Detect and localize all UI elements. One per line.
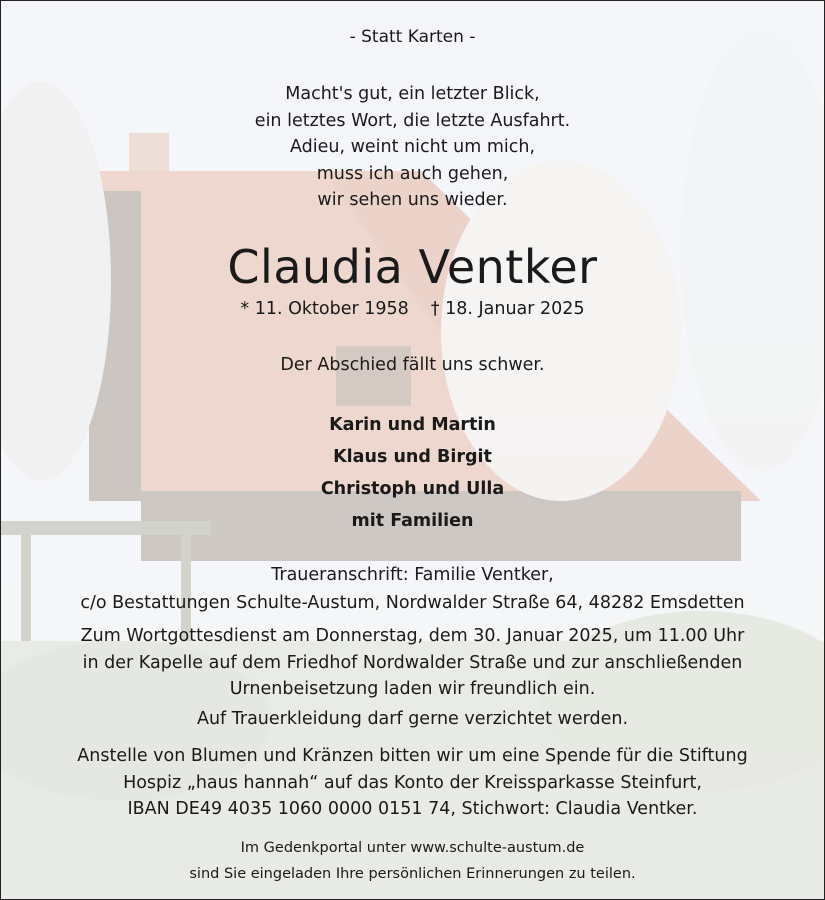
poem-line: ein letztes Wort, die letzte Ausfahrt.: [254, 110, 571, 131]
poem-line: Adieu, weint nicht um mich,: [289, 137, 536, 157]
notice-text: [1, 1, 824, 899]
donation-line: Hospiz „haus hannah“ auf das Konto der Kreissparkasse Steinfurt,: [123, 772, 702, 793]
mourning-address: [1, 561, 824, 617]
deceased-name: Claudia Ventker: [227, 240, 598, 294]
death-date: † 18. Januar 2025: [430, 299, 585, 319]
memorial-portal-note: [1, 835, 824, 887]
farewell-line: Der Abschied fällt uns schwer.: [280, 355, 545, 375]
donation-line: Anstelle von Blumen und Kränzen bitten wir um eine Spende für die Stiftung: [77, 746, 748, 766]
service-line: in der Kapelle auf dem Friedhof Nordwalder Straße und zur anschließenden: [82, 652, 743, 673]
address-line: Traueranschrift: Familie Ventker,: [271, 565, 554, 585]
address-line: c/o Bestattungen Schulte-Austum, Nordwalder Straße 64, 48282 Emsdetten: [80, 593, 745, 613]
poem-line: Macht's gut, ein letzter Blick,: [285, 84, 540, 104]
mourners-list: [1, 409, 824, 537]
poem-line: muss ich auch gehen,: [316, 163, 509, 184]
service-line: Urnenbeisetzung laden wir freundlich ein.: [229, 679, 596, 699]
donation-line: IBAN DE49 4035 1060 0000 0151 74, Stichwort: Claudia Ventker.: [127, 799, 698, 819]
portal-line: Im Gedenkportal unter www.schulte-austum.de: [240, 840, 585, 856]
mourner: Christoph und Ulla: [320, 479, 505, 499]
portal-line: sind Sie eingeladen Ihre persönlichen Erinnerungen zu teilen.: [189, 866, 636, 882]
service-info: [1, 623, 824, 703]
poem-line: wir sehen uns wieder.: [317, 190, 508, 210]
mourner: Klaus und Birgit: [333, 447, 492, 467]
life-dates: [1, 299, 824, 319]
birth-date: * 11. Oktober 1958: [240, 299, 409, 319]
header-statt-karten: - Statt Karten -: [349, 27, 476, 47]
mourner: Karin und Martin: [329, 415, 496, 435]
mourner: mit Familien: [351, 511, 474, 531]
service-line: Zum Wortgottesdienst am Donnerstag, dem 30. Januar 2025, um 11.00 Uhr: [80, 626, 745, 646]
donation-info: [1, 743, 824, 823]
poem: [1, 81, 824, 214]
clothing-note: Auf Trauerkleidung darf gerne verzichtet werden.: [196, 709, 629, 729]
